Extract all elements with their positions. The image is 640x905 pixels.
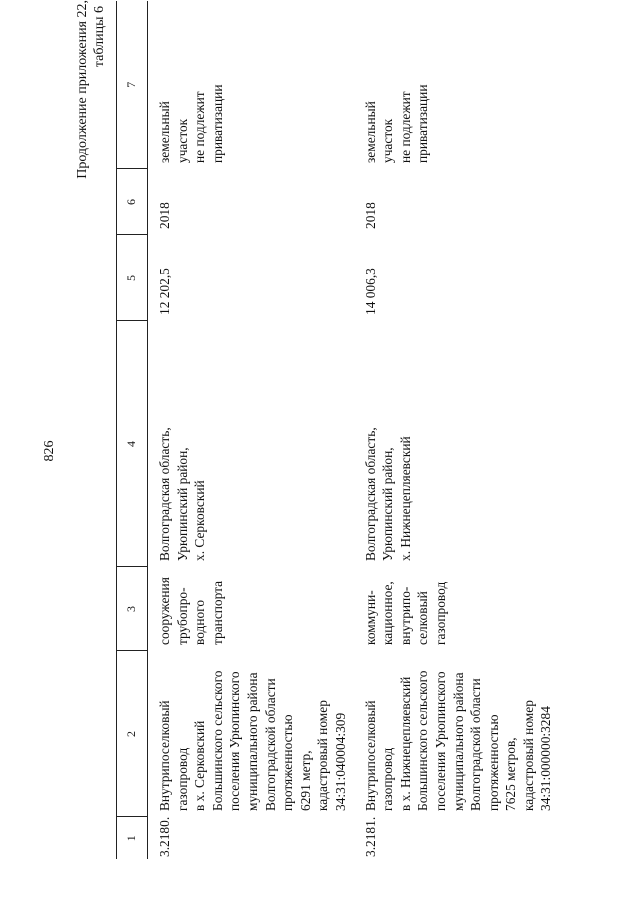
object-value: 12 202,5	[157, 268, 172, 315]
header-col-1: 1	[117, 817, 148, 859]
table-row	[354, 1, 560, 859]
object-year: 2018	[157, 202, 172, 229]
object-year: 2018	[362, 202, 378, 229]
object-name: Внутрипоселковый газопровод в х. Серковский Большинского сельского поселения Урюпинского муниципального района Волгоградской области протяженностью 6291 метр, кадастровый номер 34:31:040004:309	[157, 670, 348, 811]
object-note: земельный участок не подлежит приватизации	[157, 84, 225, 163]
object-address: Волгоградская область, Урюпинский район, х. Нижнецепляевский	[362, 427, 413, 561]
table-row	[148, 1, 354, 859]
header-col-6: 6	[117, 169, 148, 235]
object-type: сооружения трубопро- водного транспорта	[157, 577, 225, 645]
header-col-5: 5	[117, 235, 148, 321]
table-caption	[74, 0, 108, 380]
caption-line-2: таблицы 6	[92, 6, 107, 68]
row-number: 3.2181.	[362, 816, 378, 857]
object-note: земельный участок не подлежит приватизации	[362, 84, 431, 163]
header-col-4: 4	[117, 321, 148, 567]
property-table	[116, 1, 559, 859]
page-number: 826	[42, 440, 57, 462]
object-type: коммуни- кационное, внутрипо- селковый газопровод	[362, 581, 448, 645]
object-name: Внутрипоселковый газопровод в х. Нижнецепляевский Большинского сельского поселения Урюпинского муниципального района Волгоградской области протяженностью 7625 метров, кадастровый номер 34:31:000000:3284	[362, 670, 554, 811]
caption-line-1: Продолжение приложения 22,	[75, 0, 90, 179]
object-address: Волгоградская область, Урюпинский район, х. Серковский	[157, 427, 208, 561]
header-col-7: 7	[117, 1, 148, 169]
header-col-2: 2	[117, 651, 148, 817]
header-row	[117, 1, 148, 859]
object-value: 14 006,3	[362, 268, 378, 315]
header-col-3: 3	[117, 567, 148, 651]
row-number: 3.2180.	[157, 816, 172, 857]
